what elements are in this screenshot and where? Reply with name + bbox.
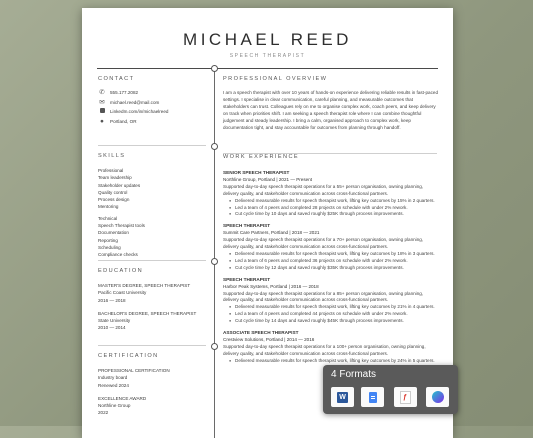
skill-item: Team leadership — [98, 175, 132, 181]
cert-name: EXCELLENCE AWARD — [98, 395, 147, 401]
education-degree: MASTER'S DEGREE, SPEECH THERAPIST — [98, 283, 191, 288]
certification-list — [98, 367, 210, 417]
skill-item: Professional — [98, 168, 124, 173]
timeline-dot — [211, 343, 218, 350]
job-company: Northline Group, Portland | 2021 — Present — [223, 176, 313, 182]
job-role: SPEECH THERAPIST — [223, 276, 271, 282]
section-divider — [98, 260, 206, 261]
skill-item: Quality control — [98, 189, 128, 195]
job-bullet: ● Delivered measurable results for speech therapist work, lifting key outcomes by 15% in 2 quarters. — [223, 198, 438, 205]
canva-icon — [432, 391, 444, 403]
job-bullet: ● Led a team of 4 peers and completed 44 projects on schedule with under 2% rework. — [223, 311, 438, 318]
skill-item: Technical — [98, 215, 118, 221]
header-divider — [97, 68, 438, 69]
education-degree: BACHELOR'S DEGREE, SPEECH THERAPIST — [98, 310, 197, 316]
skill-item: Scheduling — [98, 244, 121, 250]
education-school: Pacific Coast University — [98, 290, 147, 296]
location-pin-icon: ● — [100, 117, 104, 125]
phone-icon: ✆ — [99, 89, 105, 97]
job-bullet: ● Delivered measurable results for speech therapist work, lifting key outcomes by 21% in 4 quarters. — [223, 304, 438, 311]
job-bullet: ● Cut cycle time by 10 days and saved roughly $25K through process improvements. — [223, 211, 438, 218]
pdf-icon: ƒ — [400, 391, 411, 404]
job-bullet: ● Delivered measurable results for speech therapist work, lifting key outcomes by 18% in 3 quarters. — [223, 251, 438, 258]
contact-heading: CONTACT — [98, 76, 135, 82]
education-years: 2016 — 2018 — [98, 297, 126, 303]
skill-item: Documentation — [98, 230, 129, 236]
skill-item: Mentoring — [98, 204, 119, 210]
job-bullet: ● Led a team of 6 peers and completed 36 projects on schedule with under 2% rework. — [223, 258, 438, 265]
formats-title: 4 Formats — [331, 369, 377, 380]
skill-item: Reporting — [98, 237, 118, 243]
overview-text: I am a speech therapist with over 10 years of hands-on experience delivering reliable results in fast-paced settings. I specialise in clear communication, careful planning, and measurable outcomes that stakeholders can trust. Colleagues rely on me to organise complex work, coach peers, and keep delivery on track when priorities shift. I am seeking a speech therapist role where I can combine thoughtful judgement and steady leadership. I bring a calm, organised approach to complex work, keep documentation tight, and stay accountable for outcomes from planning through handoff. — [223, 90, 439, 130]
cert-org: Industry board — [98, 375, 128, 381]
job-role: SPEECH THERAPIST — [223, 223, 271, 229]
experience-list — [223, 168, 438, 365]
contact-linkedin[interactable]: LinkedIn.com/in/michaelreed — [98, 107, 210, 117]
section-divider — [98, 145, 206, 146]
job-company: Summit Care Partners, Portland | 2018 — 2021 — [223, 230, 320, 236]
job-entry — [223, 330, 438, 365]
contact-list — [98, 88, 210, 126]
resume-title: SPEECH THERAPIST — [229, 53, 306, 59]
job-summary: Supported day-to-day speech therapist operations for a 70+ person organisation, owning planning, delivery quality, and stakeholder communication across cross-functional partners. — [223, 237, 424, 250]
email-icon: ✉ — [99, 98, 105, 106]
overview-heading: PROFESSIONAL OVERVIEW — [223, 76, 328, 82]
skill-item: Stakeholder updates — [98, 182, 141, 188]
education-school: State University — [98, 318, 131, 324]
section-divider — [98, 345, 206, 346]
experience-heading: WORK EXPERIENCE — [223, 154, 300, 160]
skills-list — [98, 167, 210, 259]
skill-item: Process design — [98, 197, 130, 203]
google-docs-icon — [369, 392, 377, 403]
skills-heading: SKILLS — [98, 153, 126, 159]
word-format-button[interactable] — [331, 387, 354, 407]
job-summary: Supported day-to-day speech therapist operations for a 100+ person organisation, owning planning, delivery quality, and stakeholder communication across cross-functional partners. — [223, 343, 426, 356]
job-bullet: ● Led a team of 4 peers and completed 28 projects on schedule with under 2% rework. — [223, 205, 438, 212]
job-company: Harbor Peak Systems, Portland | 2016 — 2018 — [223, 283, 319, 289]
skill-item: Compliance checks — [98, 252, 138, 258]
job-entry — [223, 223, 438, 271]
cert-year: 2022 — [98, 410, 109, 416]
canva-format-button[interactable] — [426, 387, 449, 407]
job-summary: Supported day-to-day speech therapist operations for a 85+ person organisation, owning planning, delivery quality, and stakeholder communication across cross-functional partners. — [223, 290, 424, 303]
job-entry — [223, 170, 438, 218]
certification-heading: CERTIFICATION — [98, 353, 159, 359]
timeline-dot — [211, 65, 218, 72]
contact-email[interactable]: ✉ michael.reed@mail.com — [99, 98, 160, 106]
education-heading: EDUCATION — [98, 268, 144, 274]
google-docs-format-button[interactable] — [361, 387, 384, 407]
education-years: 2010 — 2014 — [98, 325, 126, 331]
word-icon: W — [337, 392, 348, 403]
formats-badge — [323, 365, 458, 414]
skill-item: Speech Therapist tools — [98, 223, 145, 229]
cert-name: PROFESSIONAL CERTIFICATION — [98, 368, 170, 373]
timeline-dot — [211, 143, 218, 150]
job-role: ASSOCIATE SPEECH THERAPIST — [223, 330, 299, 336]
job-bullet: ● Cut cycle time by 14 days and saved roughly $45K through process improvements. — [223, 318, 438, 325]
contact-phone[interactable]: ✆ 555.177.2082 — [99, 89, 139, 97]
resume-name: MICHAEL REED — [183, 30, 352, 49]
job-bullet: ● Cut cycle time by 12 days and saved roughly $35K through process improvements. — [223, 265, 438, 272]
job-summary: Supported day-to-day speech therapist operations for a 55+ person organisation, owning planning, delivery quality, and stakeholder communication across cross-functional partners. — [223, 183, 424, 196]
timeline-dot — [211, 258, 218, 265]
pdf-format-button[interactable] — [394, 387, 417, 407]
job-entry — [223, 277, 438, 325]
cert-year: Renewed 2024 — [98, 382, 129, 388]
job-company: Crestview Solutions, Portland | 2014 — 2016 — [223, 336, 315, 342]
job-role: SENIOR SPEECH THERAPIST — [223, 170, 290, 175]
contact-location: ● Portland, OR — [98, 117, 210, 127]
education-list — [98, 282, 210, 332]
timeline-line — [214, 68, 215, 438]
linkedin-icon — [98, 108, 106, 115]
cert-org: Northline Group — [98, 403, 131, 409]
job-bullet: ● Delivered measurable results for speech therapist work, lifting key outcomes by 24% in 5 quarters. — [223, 358, 438, 365]
